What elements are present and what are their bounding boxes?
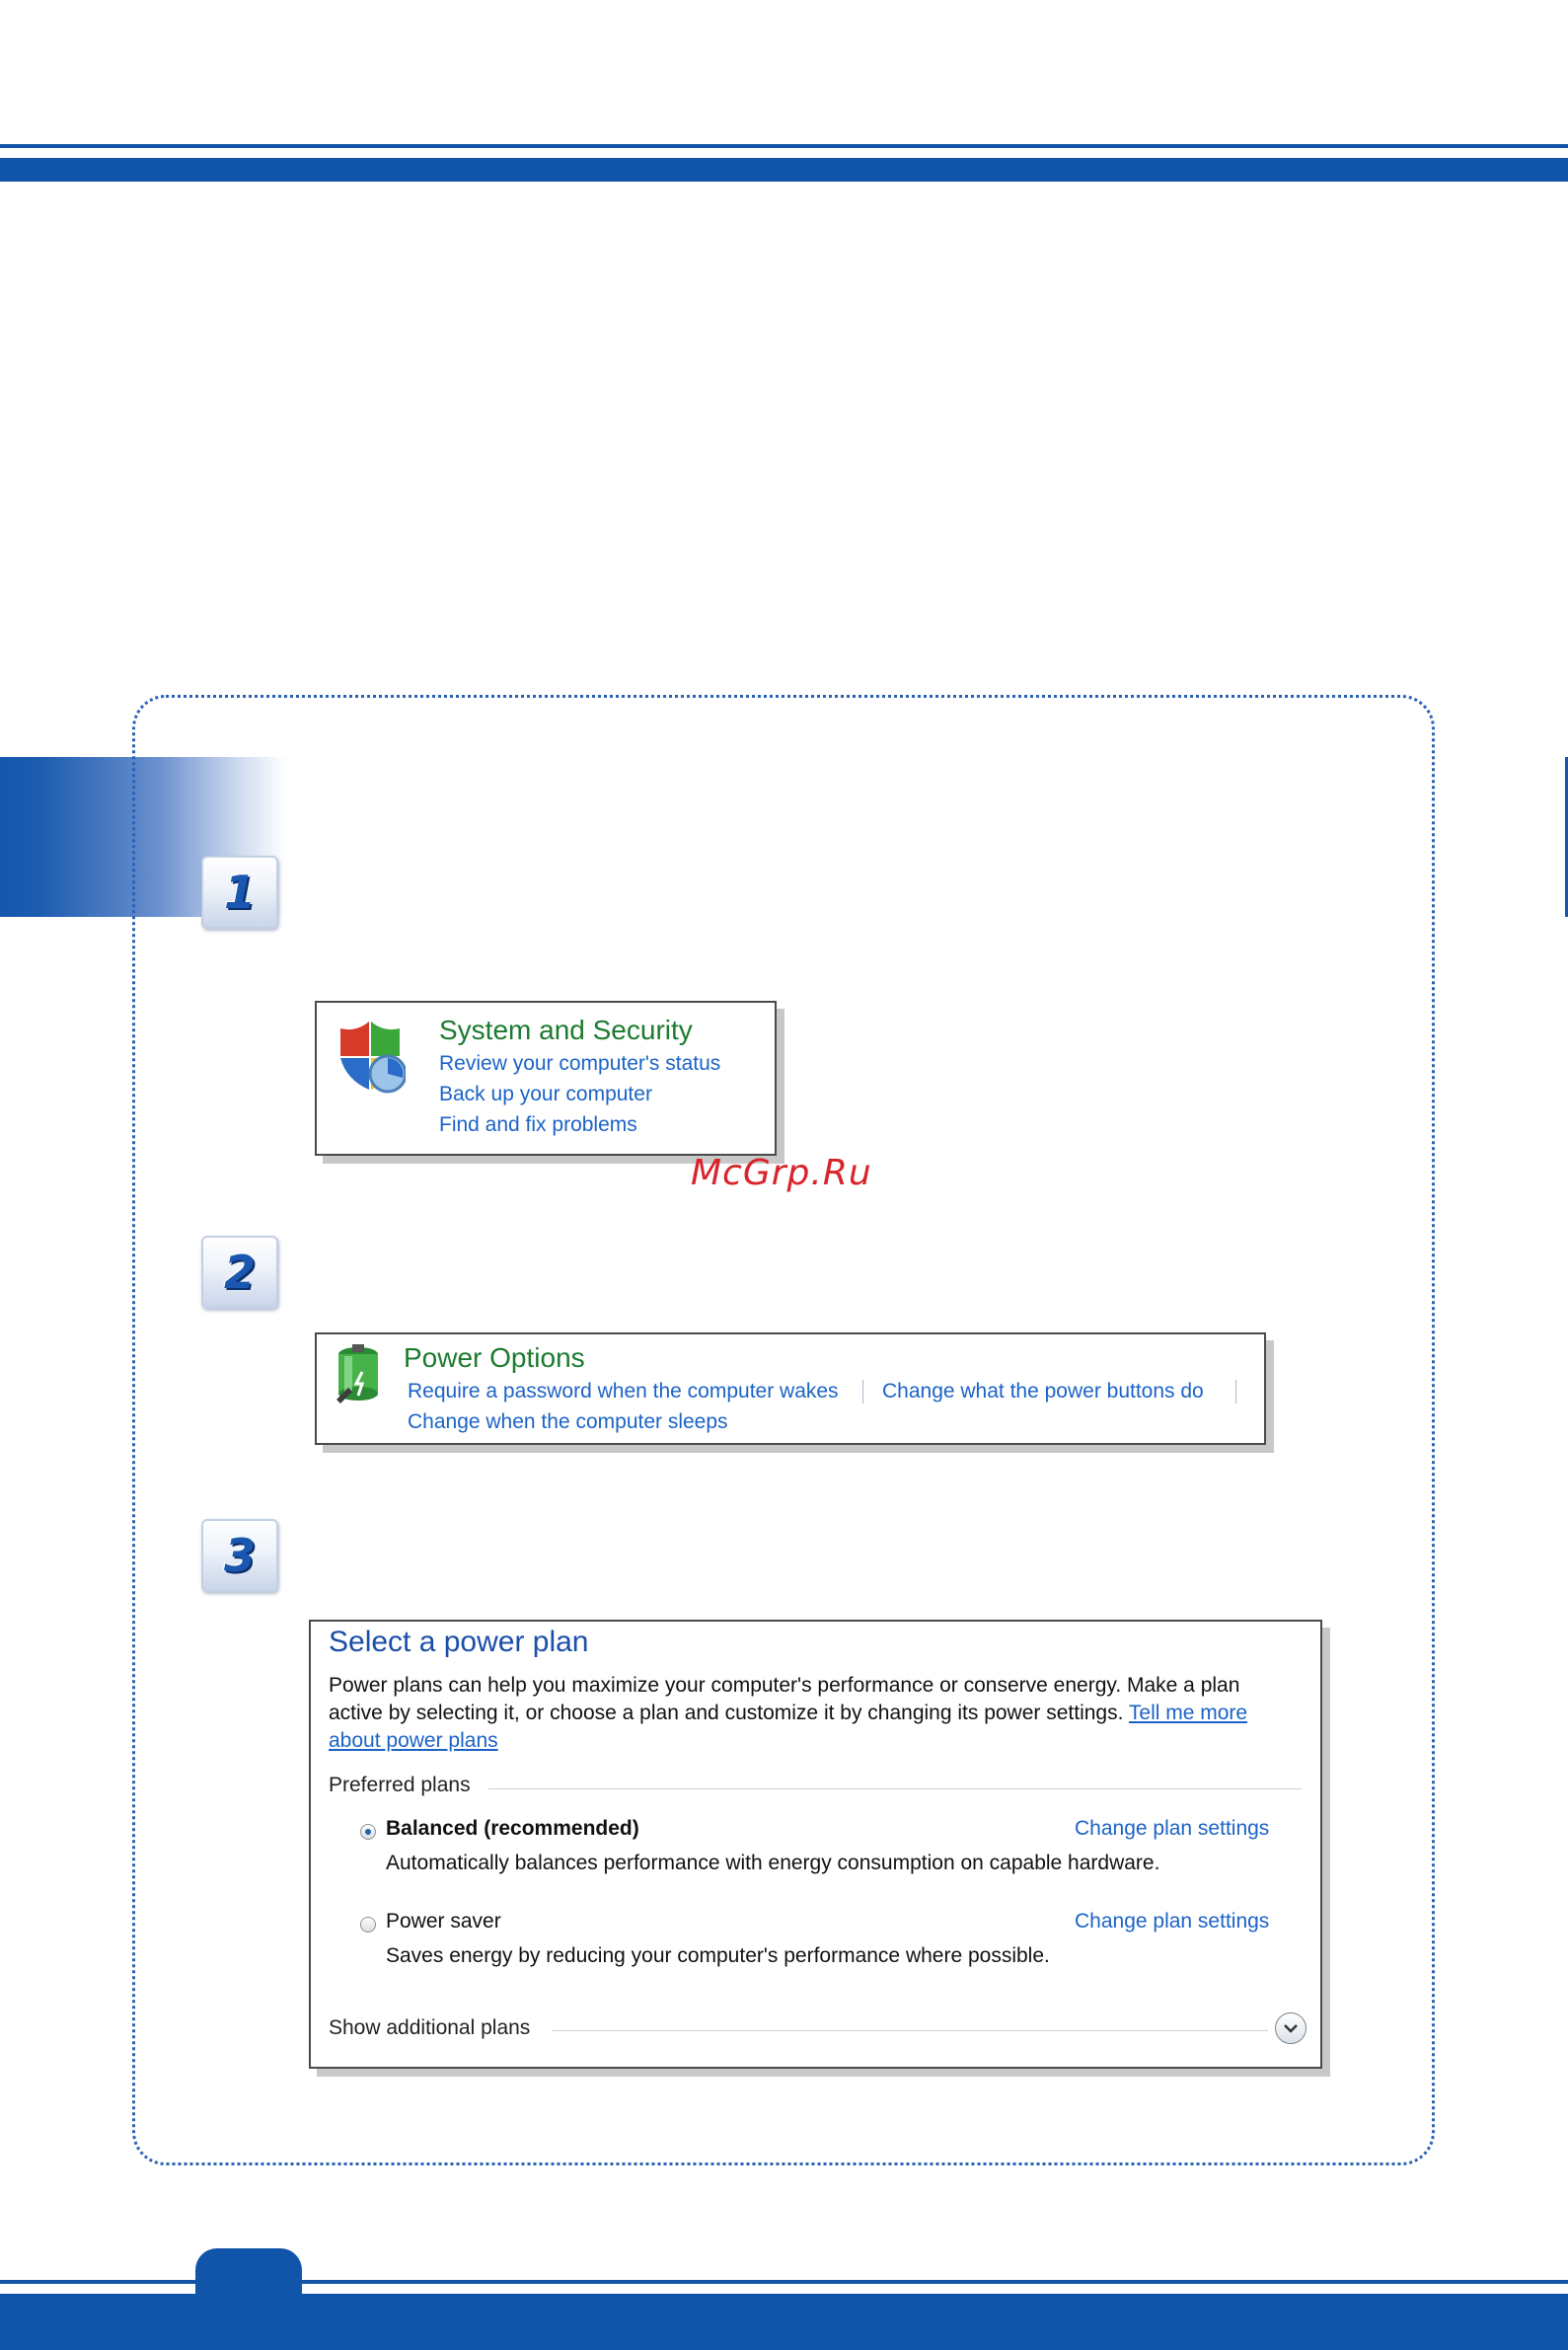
expand-chevron-icon[interactable] <box>1275 2012 1307 2044</box>
balanced-change-settings-link[interactable]: Change plan settings <box>1075 1817 1270 1840</box>
header-bar <box>0 158 1568 182</box>
step-2-badge <box>201 1236 278 1309</box>
balanced-radio[interactable] <box>360 1824 376 1840</box>
system-security-title[interactable]: System and Security <box>439 1015 693 1045</box>
preferred-plans-label: Preferred plans <box>329 1774 471 1796</box>
link-separator <box>862 1380 863 1403</box>
balanced-plan-name[interactable]: Balanced (recommended) <box>386 1817 639 1840</box>
shield-icon <box>336 1019 406 1096</box>
power-options-panel <box>315 1332 1266 1445</box>
computer-sleeps-link[interactable]: Change when the computer sleeps <box>408 1410 728 1433</box>
header-rule-thin <box>0 144 1568 148</box>
tell-me-more-link[interactable]: Tell me more about power plans <box>329 1702 1248 1752</box>
power-saver-radio[interactable] <box>360 1917 376 1933</box>
step-number: 1 <box>223 866 256 919</box>
footer-bar <box>0 2294 1568 2350</box>
power-plan-title: Select a power plan <box>329 1626 589 1658</box>
link-separator <box>1235 1380 1236 1403</box>
power-plan-description <box>329 1672 1276 1755</box>
description-text: Power plans can help you maximize your computer's performance or conserve energy. Make a plan active by selecting it, or choose a plan and customize it by changing its power settings. <box>329 1674 1240 1724</box>
fix-problems-link[interactable]: Find and fix problems <box>439 1113 637 1136</box>
step-1-badge <box>201 856 278 929</box>
step-number: 2 <box>223 1246 256 1299</box>
power-saver-change-settings-link[interactable]: Change plan settings <box>1075 1910 1270 1933</box>
balanced-plan-description: Automatically balances performance with energy consumption on capable hardware. <box>386 1852 1160 1874</box>
step-number: 3 <box>223 1529 256 1582</box>
power-buttons-link[interactable]: Change what the power buttons do <box>882 1380 1204 1402</box>
power-plan-panel <box>309 1620 1322 2069</box>
preferred-plans-divider <box>488 1788 1302 1789</box>
watermark: McGrp.Ru <box>691 1153 872 1193</box>
battery-plug-icon <box>329 1342 390 1407</box>
step-3-badge <box>201 1519 278 1592</box>
power-options-title[interactable]: Power Options <box>404 1342 585 1373</box>
show-additional-plans-label[interactable]: Show additional plans <box>329 2016 531 2039</box>
backup-link[interactable]: Back up your computer <box>439 1083 652 1105</box>
additional-plans-divider <box>552 2030 1268 2031</box>
system-security-panel <box>315 1001 777 1156</box>
review-status-link[interactable]: Review your computer's status <box>439 1052 721 1075</box>
power-saver-plan-description: Saves energy by reducing your computer's performance where possible. <box>386 1944 1050 1967</box>
require-password-link[interactable]: Require a password when the computer wakes <box>408 1380 839 1402</box>
power-saver-plan-name[interactable]: Power saver <box>386 1910 501 1933</box>
